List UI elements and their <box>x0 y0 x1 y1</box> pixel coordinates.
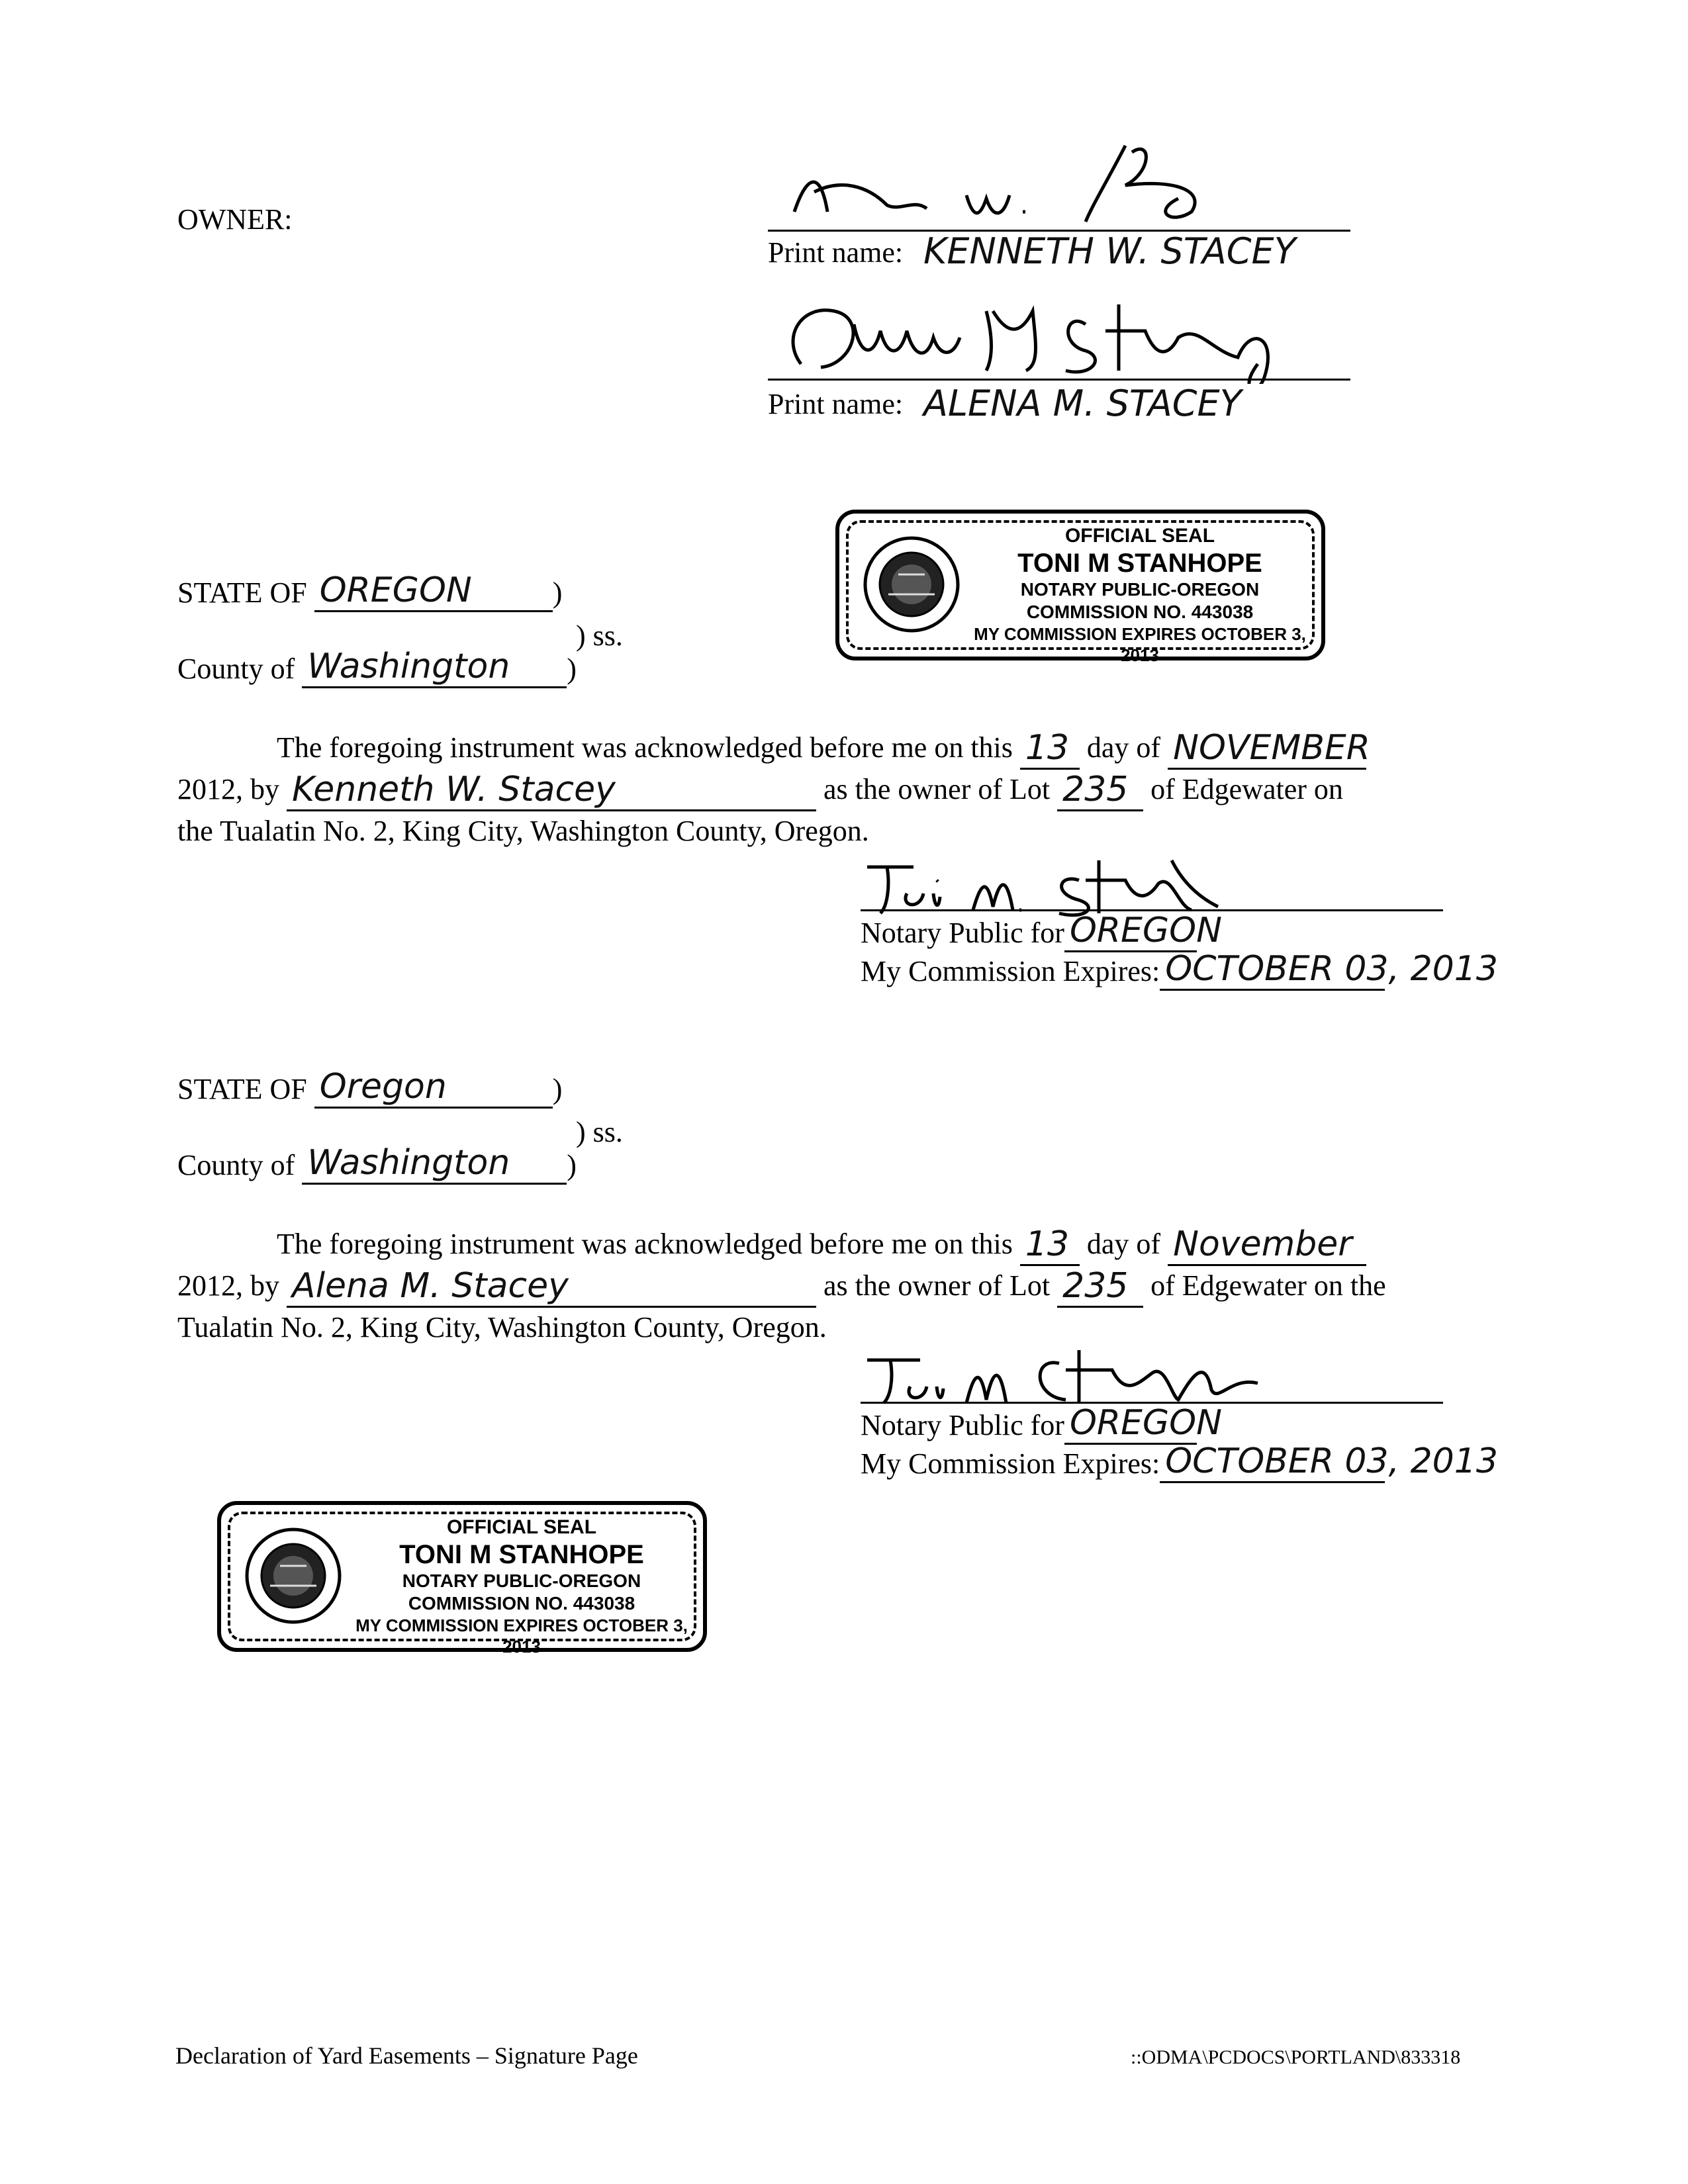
seal-expires: MY COMMISSION EXPIRES OCTOBER 3, 2013 <box>355 1615 688 1657</box>
ack-month: November <box>1173 1224 1352 1264</box>
print-name-value-1: KENNETH W. STACEY <box>923 230 1296 272</box>
ack-text-f: the Tualatin No. 2, King City, Washington County, Oregon. <box>177 815 869 847</box>
notary-label: Notary Public for <box>861 917 1064 949</box>
owner-signature-2 <box>774 285 1370 384</box>
ack-lot: 235 <box>1062 770 1129 809</box>
ack-text-b: day of <box>1086 731 1161 764</box>
ack-name: Alena M. Stacey <box>292 1266 569 1306</box>
handwritten-notary-signature-2 <box>861 1337 1324 1410</box>
ack-text-e: of Edgewater on the <box>1150 1269 1386 1302</box>
ss-mark-1: ) ss. <box>576 619 623 652</box>
expires-line-1 <box>861 949 1498 991</box>
ack-text-e: of Edgewater on <box>1150 773 1343 805</box>
county-value: Washington <box>307 647 510 686</box>
seal-name: TONI M STANHOPE <box>1017 549 1262 578</box>
ack-lot: 235 <box>1062 1266 1129 1306</box>
ack-paragraph-1 <box>177 728 1501 851</box>
seal-office: NOTARY PUBLIC-OREGON <box>402 1570 641 1591</box>
ack-text-f: Tualatin No. 2, King City, Washington County, Oregon. <box>177 1311 827 1343</box>
ack-text-a: The foregoing instrument was acknowledged before me on this <box>277 731 1013 764</box>
footer-doc-id: ::ODMA\PCDOCS\PORTLAND\833318 <box>1131 2046 1461 2068</box>
county-value: Washington <box>307 1143 510 1183</box>
county-label: County of <box>177 653 295 685</box>
oregon-seal-emblem-icon <box>244 1526 343 1625</box>
ack-text-d: as the owner of Lot <box>823 773 1051 805</box>
notary-public-line-1 <box>861 911 1222 952</box>
notary-state: OREGON <box>1069 911 1222 950</box>
state-line-2: STATE OF Oregon ) <box>177 1072 562 1109</box>
ack-text-a: The foregoing instrument was acknowledged before me on this <box>277 1228 1013 1260</box>
oregon-seal-emblem-icon <box>862 535 961 634</box>
ss-mark-2: ) ss. <box>576 1116 623 1148</box>
state-value: OREGON <box>319 570 472 610</box>
ack-day: 13 <box>1025 1224 1070 1264</box>
signature-line-2 <box>768 379 1350 381</box>
expires-value: OCTOBER 03, 2013 <box>1165 949 1498 989</box>
seal-commission: COMMISSION NO. 443038 <box>1026 602 1254 622</box>
state-line-1: STATE OF OREGON ) <box>177 576 562 612</box>
ack-day: 13 <box>1025 728 1070 768</box>
seal-commission: COMMISSION NO. 443038 <box>408 1593 635 1614</box>
county-line-2: County of Washington ) <box>177 1148 577 1185</box>
notary-state: OREGON <box>1069 1403 1222 1443</box>
seal-name: TONI M STANHOPE <box>399 1540 644 1569</box>
print-name-label-2: Print name: <box>768 388 904 420</box>
expires-line-2 <box>861 1441 1498 1483</box>
expires-label: My Commission Expires: <box>861 955 1160 987</box>
county-label: County of <box>177 1149 295 1181</box>
ack-text-b: day of <box>1086 1228 1161 1260</box>
ack-month: NOVEMBER <box>1173 728 1370 768</box>
ack-text-d: as the owner of Lot <box>823 1269 1051 1302</box>
notary-seal-2 <box>217 1501 707 1657</box>
notary-public-line-2 <box>861 1403 1222 1445</box>
handwritten-signature-1 <box>781 132 1377 232</box>
notary-label: Notary Public for <box>861 1409 1064 1441</box>
handwritten-signature-2 <box>774 285 1370 384</box>
ack-name: Kenneth W. Stacey <box>292 770 616 809</box>
seal-title: OFFICIAL SEAL <box>446 1516 597 1538</box>
footer-title: Declaration of Yard Easements – Signature Page <box>175 2042 638 2069</box>
ack-text-c: 2012, by <box>177 1269 279 1302</box>
county-line-1: County of Washington ) <box>177 652 577 688</box>
print-name-value-2: ALENA M. STACEY <box>923 383 1242 424</box>
expires-label: My Commission Expires: <box>861 1447 1160 1480</box>
expires-value: OCTOBER 03, 2013 <box>1165 1441 1498 1481</box>
owner-label: OWNER: <box>177 203 293 236</box>
state-value: Oregon <box>319 1067 447 1107</box>
print-name-label-1: Print name: <box>768 236 904 269</box>
seal-office: NOTARY PUBLIC-OREGON <box>1020 579 1260 600</box>
notary-signature-2 <box>861 1337 1324 1410</box>
state-label: STATE OF <box>177 576 307 609</box>
seal-title: OFFICIAL SEAL <box>1064 525 1215 547</box>
seal-expires: MY COMMISSION EXPIRES OCTOBER 3, 2013 <box>974 624 1306 665</box>
ack-text-c: 2012, by <box>177 773 279 805</box>
owner-signature-1 <box>781 132 1377 232</box>
state-label: STATE OF <box>177 1073 307 1105</box>
ack-paragraph-2 <box>177 1224 1501 1347</box>
notary-seal-1 <box>835 510 1325 665</box>
